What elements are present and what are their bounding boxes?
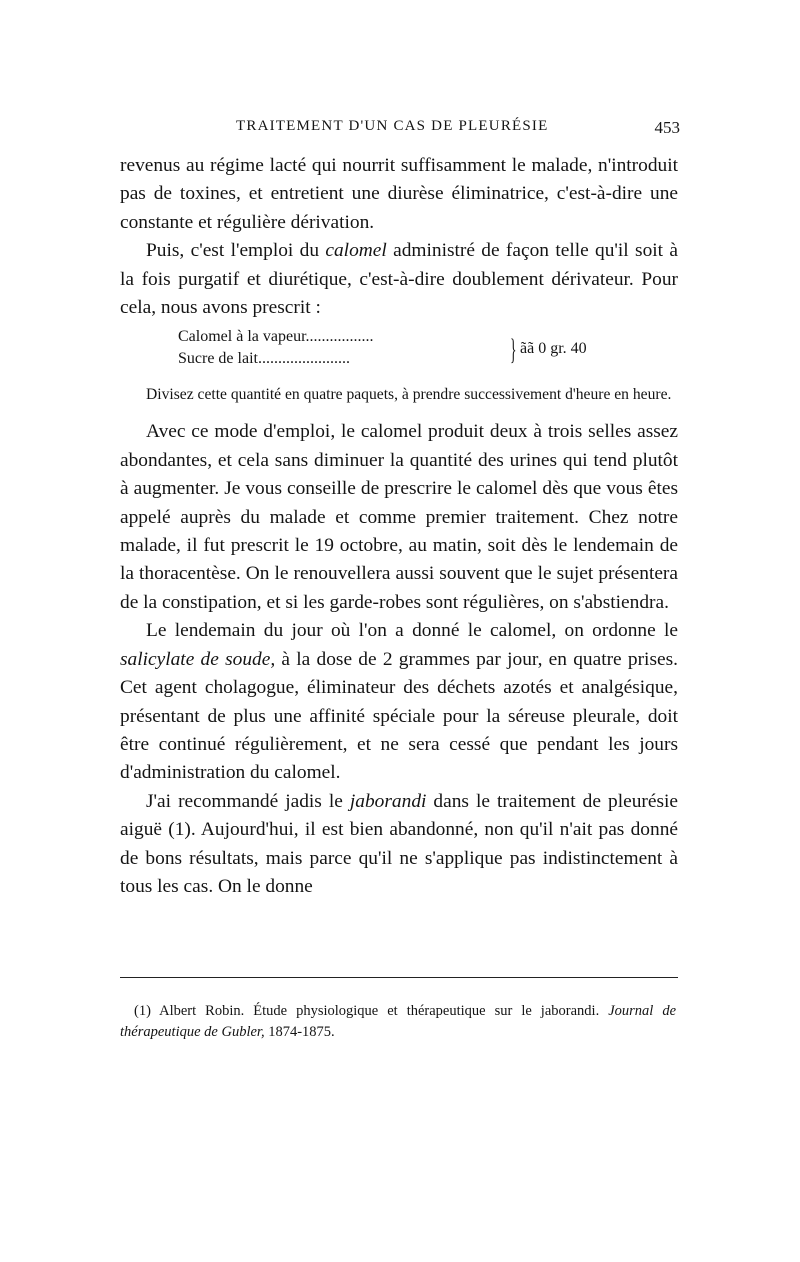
paragraph-2-start: Puis, c'est l'emploi du <box>146 240 326 262</box>
footnote-journal: Journal de thérapeutique de Gubler, <box>120 1002 677 1040</box>
paragraph-5-end: dans le traitement de pleurésie aiguë (1). Aujourd'hui, il est bien abandonné, non qu'il n'ait pas donné de bons résultats, mais parce qu'il ne s'applique pas indistinctement à tous les cas. On le donne <box>120 790 678 897</box>
paragraph-2 <box>120 237 678 322</box>
paragraph-4-end: à la dose de 2 grammes par jour, en quatre prises. Cet agent cholagogue, éliminateur des déchets azotés et analgésique, présentant de plus une affinité spéciale pour la séreuse pleurale, doit être continué régulièrement, et ne sera cessé que pendant les jours d'administration du calomel. <box>120 648 678 784</box>
prescription-line-calomel: Calomel à la vapeur................. <box>178 328 374 346</box>
prescription-dose: ãã 0 gr. 40 <box>520 340 587 358</box>
prescription-block <box>120 328 678 382</box>
footnote-end: 1874-1875. <box>264 1023 335 1040</box>
jaborandi-term: jaborandi <box>349 790 427 812</box>
calomel-term: calomel <box>325 240 387 262</box>
paragraph-4-start: Le lendemain du jour où l'on a donné le calomel, on ordonne le <box>146 620 678 642</box>
prescription-line-sugar: Sucre de lait....................... <box>178 350 350 368</box>
paragraph-3: Avec ce mode d'emploi, le calomel produit deux à trois selles assez abondantes, et cela sans diminuer la quantité des urines qui tend plutôt à augmenter. Je vous conseille de prescrire le calomel dès que vous êtes appelé auprès du malade et comme premier traitement. Chez notre malade, il fut prescrit le 19 octobre, au matin, soit dès le lendemain de la thoracentèse. On le renouvellera aussi souvent que le sujet présentera de la constipation, et si les garde-robes sont régulières, on s'abstiendra. <box>120 421 678 613</box>
paragraph-5 <box>120 788 678 902</box>
page-number: 453 <box>654 118 680 137</box>
prescription-instruction: Divisez cette quantité en quatre paquets, à prendre successivement d'heure en heure. <box>146 386 672 404</box>
paragraph-1: revenus au régime lacté qui nourrit suffisamment le malade, n'introduit pas de toxines, et entretient une diurèse éliminatrice, c'est-à-dire une constante et régulière dérivation. <box>120 155 678 233</box>
paragraph-5-start: J'ai recommandé jadis le <box>146 790 350 812</box>
prescription-brace: } <box>509 333 517 367</box>
page-body <box>120 152 678 901</box>
page-header <box>120 118 680 142</box>
running-title: TRAITEMENT D'UN CAS DE PLEURÉSIE <box>236 118 549 134</box>
footnote-rule <box>120 977 678 978</box>
footnote-start: (1) Albert Robin. Étude physiologique et thérapeutique sur le jaborandi. <box>134 1002 609 1019</box>
footnote <box>120 1001 676 1043</box>
salicylate-term: salicylate de soude, <box>120 648 276 670</box>
paragraph-2-end: administré de façon telle qu'il soit à la fois purgatif et diurétique, c'est-à-dire doublement dérivateur. Pour cela, nous avons prescrit : <box>120 240 678 319</box>
paragraph-4 <box>120 617 678 787</box>
